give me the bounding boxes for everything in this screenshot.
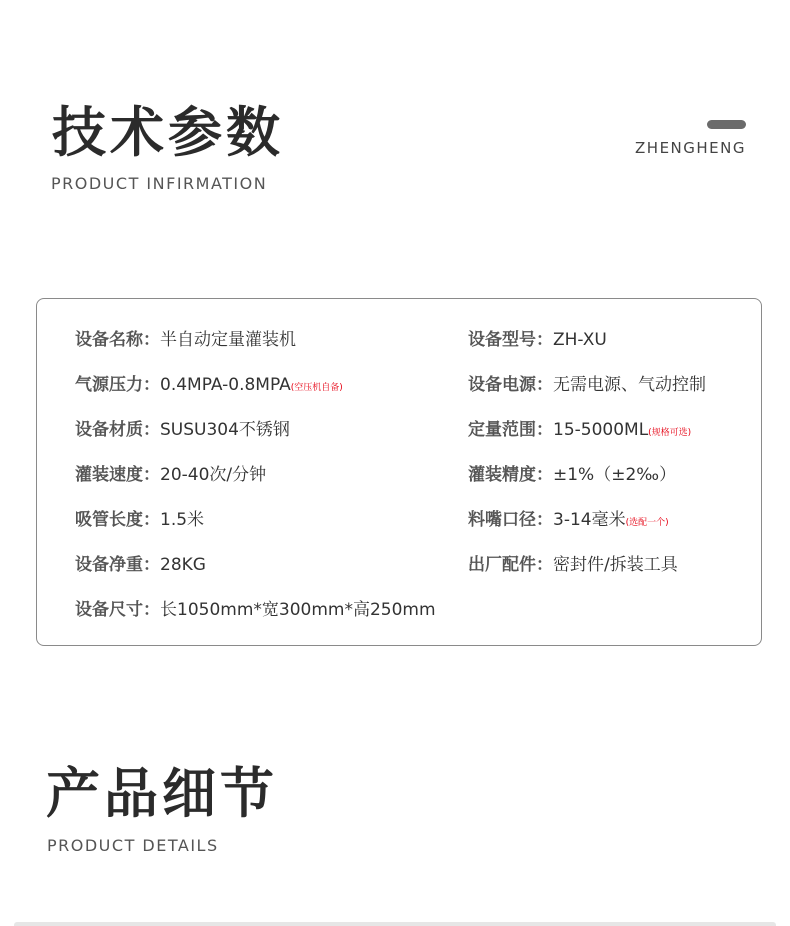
spec-value: 密封件/拆装工具 (553, 555, 678, 575)
spec-note: (空压机自备) (290, 383, 343, 393)
spec-value: 28KG (160, 555, 206, 575)
spec-row-size (75, 598, 436, 622)
spec-value: 长1050mm*宽300mm*高250mm (160, 600, 436, 620)
spec-value: ±1%（±2‰） (553, 465, 677, 485)
spec-row-speed (75, 463, 266, 487)
spec-label: 设备型号： (468, 330, 553, 350)
spec-label: 设备材质： (75, 420, 160, 440)
spec-label: 设备净重： (75, 555, 160, 575)
spec-label: 灌装速度： (75, 465, 160, 485)
spec-label: 灌装精度： (468, 465, 553, 485)
spec-label: 设备电源： (468, 375, 553, 395)
spec-value: 3-14毫米 (553, 510, 626, 530)
spec-label: 定量范围： (468, 420, 553, 440)
spec-note: (规格可选) (648, 428, 692, 438)
tech-params-title: 技术参数 (52, 101, 284, 164)
spec-value: 20-40次/分钟 (160, 465, 267, 485)
spec-value: 1.5米 (160, 510, 205, 530)
spec-row-pressure (75, 373, 343, 397)
spec-value: 无需电源、气动控制 (553, 375, 706, 395)
spec-row-range (468, 418, 691, 442)
spec-label: 气源压力： (75, 375, 160, 395)
spec-row-weight (75, 553, 206, 577)
tech-params-subtitle: PRODUCT INFIRMATION (51, 174, 268, 193)
spec-card (36, 298, 762, 646)
next-image-edge (14, 922, 776, 926)
spec-label: 设备尺寸： (75, 600, 160, 620)
spec-value: SUSU304不锈钢 (160, 420, 290, 440)
spec-row-precision (468, 463, 676, 487)
product-details-subtitle: PRODUCT DETAILS (47, 836, 219, 855)
spec-label: 设备名称： (75, 330, 160, 350)
spec-value: 半自动定量灌装机 (160, 330, 296, 350)
spec-row-tube (75, 508, 204, 532)
spec-label: 吸管长度： (75, 510, 160, 530)
spec-value: ZH-XU (553, 330, 607, 350)
spec-row-name (75, 328, 296, 352)
spec-label: 出厂配件： (468, 555, 553, 575)
spec-note: (选配一个) (625, 518, 669, 528)
spec-value: 15-5000ML (553, 420, 649, 440)
spec-row-material (75, 418, 290, 442)
brand-accent-bar (707, 120, 746, 129)
spec-row-model (468, 328, 607, 352)
spec-value: 0.4MPA-0.8MPA (160, 375, 291, 395)
brand-name: ZHENGHENG (635, 139, 746, 157)
spec-row-power (468, 373, 706, 397)
spec-row-nozzle (468, 508, 669, 532)
product-details-title: 产品细节 (46, 762, 278, 825)
spec-row-parts (468, 553, 678, 577)
spec-label: 料嘴口径： (468, 510, 553, 530)
